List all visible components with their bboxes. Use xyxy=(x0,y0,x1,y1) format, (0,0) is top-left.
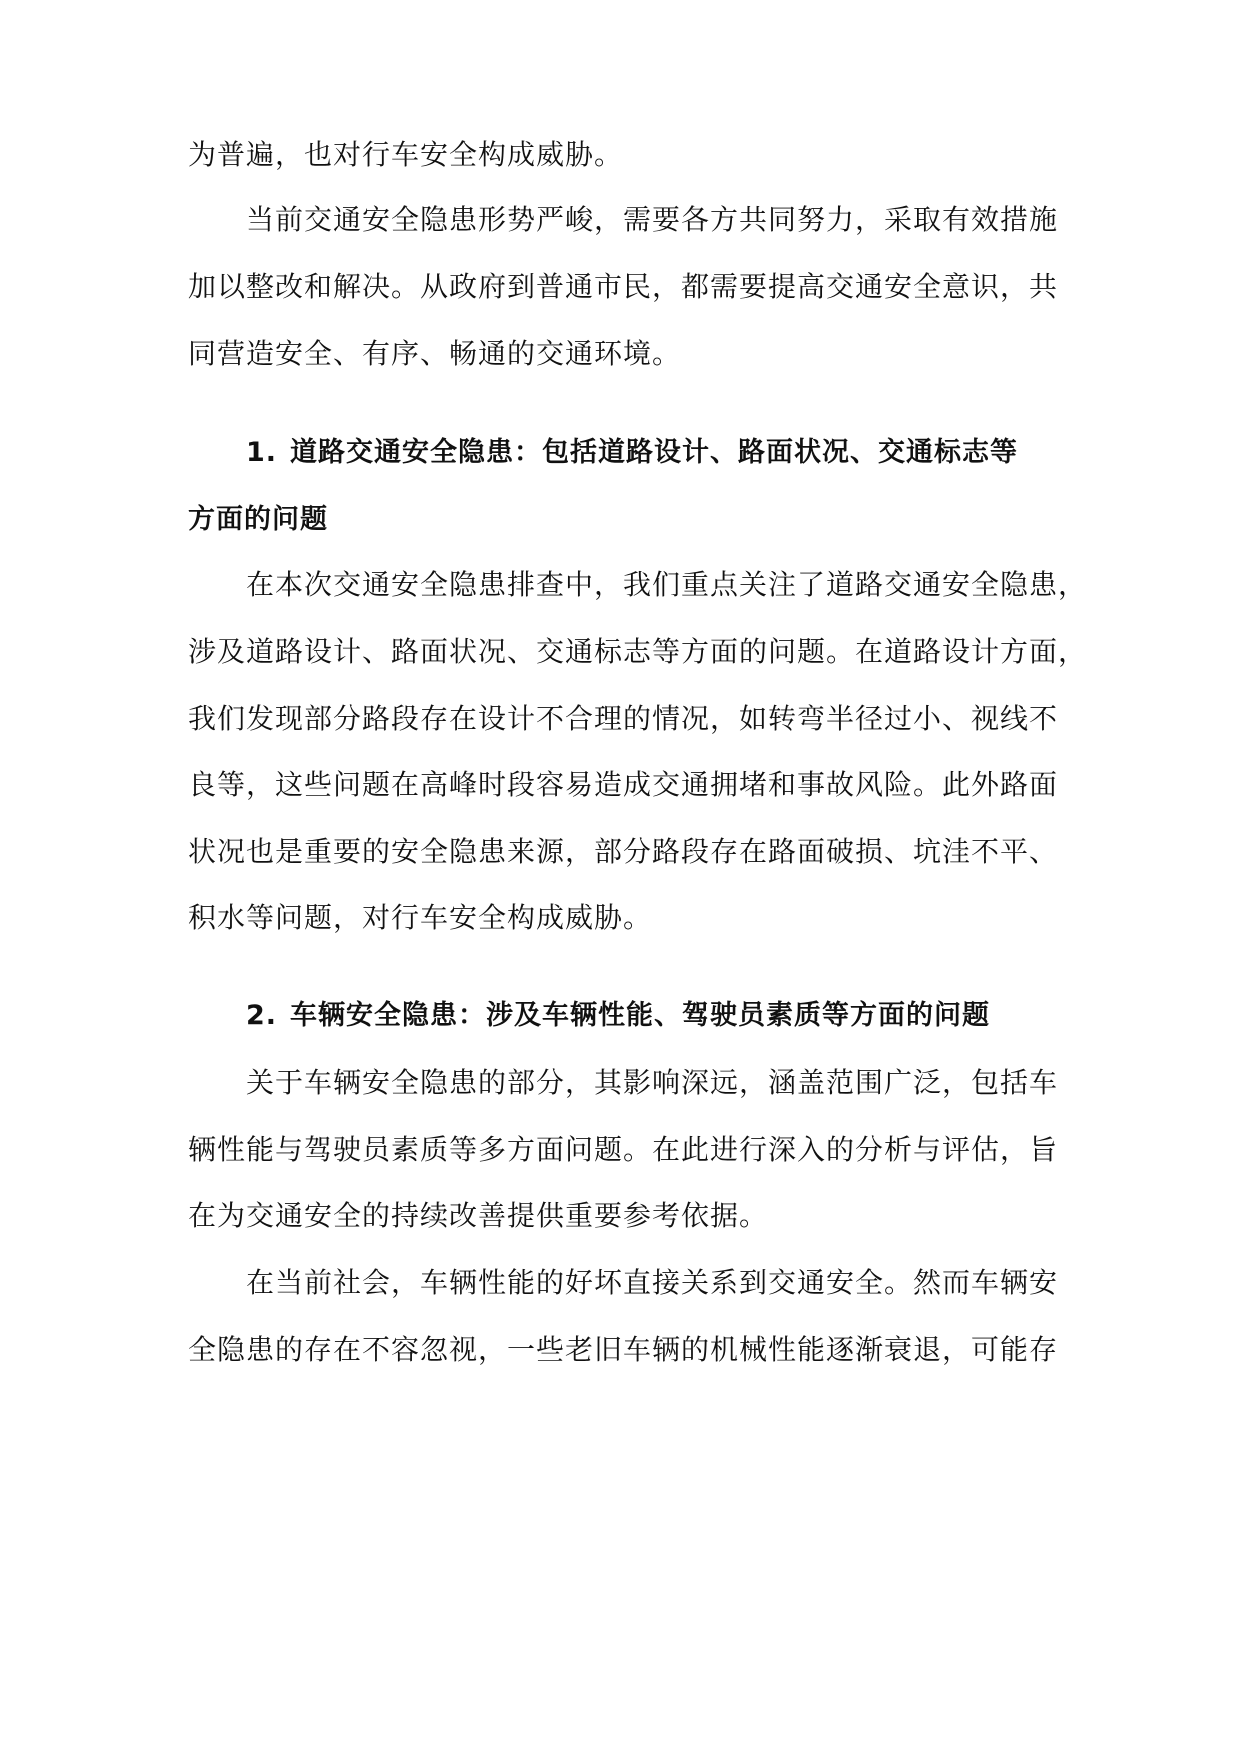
paragraph-line: 全隐患的存在不容忽视，一些老旧车辆的机械性能逐渐衰退，可能存 xyxy=(188,1333,1059,1366)
paragraph-line: 状况也是重要的安全隐患来源，部分路段存在路面破损、坑洼不平、 xyxy=(188,835,1059,868)
paragraph-line: 在本次交通安全隐患排查中，我们重点关注了道路交通安全隐患， xyxy=(246,568,1088,601)
heading-text: 车辆安全隐患：涉及车辆性能、驾驶员素质等方面的问题 xyxy=(290,1000,990,1031)
paragraph-line: 关于车辆安全隐患的部分，其影响深远，涵盖范围广泛，包括车 xyxy=(246,1066,1059,1099)
section-heading-continuation: 方面的问题 xyxy=(188,504,328,535)
heading-text: 道路交通安全隐患：包括道路设计、路面状况、交通标志等 xyxy=(290,437,1018,468)
paragraph-line: 同营造安全、有序、畅通的交通环境。 xyxy=(188,337,682,370)
section-heading xyxy=(246,433,1018,473)
heading-number: 2. xyxy=(246,1000,278,1031)
paragraph-line: 良等，这些问题在高峰时段容易造成交通拥堵和事故风险。此外路面 xyxy=(188,768,1059,801)
paragraph-line: 辆性能与驾驶员素质等多方面问题。在此进行深入的分析与评估，旨 xyxy=(188,1133,1059,1166)
paragraph-line: 积水等问题，对行车安全构成威胁。 xyxy=(188,901,653,934)
paragraph-line: 加以整改和解决。从政府到普通市民，都需要提高交通安全意识，共 xyxy=(188,270,1059,303)
paragraph-line: 在为交通安全的持续改善提供重要参考依据。 xyxy=(188,1199,769,1232)
section-heading xyxy=(246,996,990,1036)
paragraph-line: 涉及道路设计、路面状况、交通标志等方面的问题。在道路设计方面， xyxy=(188,635,1088,668)
paragraph-line: 当前交通安全隐患形势严峻，需要各方共同努力，采取有效措施 xyxy=(246,203,1059,236)
heading-number: 1. xyxy=(246,437,278,468)
paragraph-line: 在当前社会，车辆性能的好坏直接关系到交通安全。然而车辆安 xyxy=(246,1266,1059,1299)
paragraph-line: 我们发现部分路段存在设计不合理的情况，如转弯半径过小、视线不 xyxy=(188,702,1059,735)
paragraph-line: 为普遍，也对行车安全构成威胁。 xyxy=(188,138,624,171)
